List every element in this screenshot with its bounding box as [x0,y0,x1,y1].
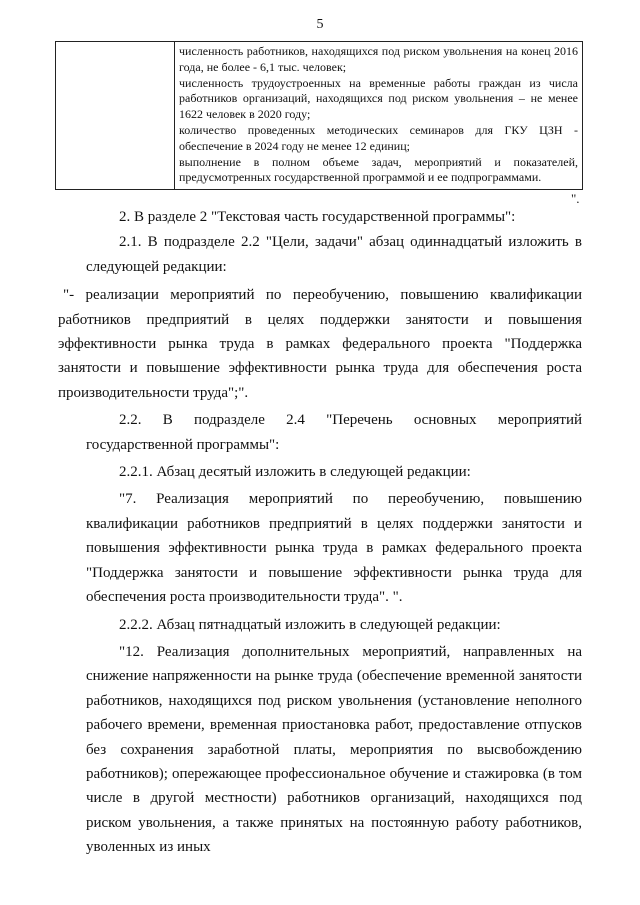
indicator-line: количество проведенных методических семинаров для ГКУ ЦЗН - обеспечение в 2024 году не менее 12 единиц; [179,122,578,153]
paragraph: "12. Реализация дополнительных мероприятий, направленных на снижение напряженности на рынке труда (обеспечение временной занятости работников, находящихся под риском увольнения (установление неполного рабочего времени, временная приостановка работ, предоставление отпусков без сохранения заработной платы, мероприятия по высвобождению работников); опережающее профессиональное обучение и стажировка (в том числе в другой местности) работников организаций, находящихся под риском увольнения, а также принятых на постоянную работу работников, уволенных из иных [86,643,582,856]
closing-quote-mark: ". [571,191,580,206]
paragraph: "- реализации мероприятий по переобучению, повышению квалификации работников предприятий в целях поддержки занятости и повышения эффективности рынка труда в рамках федерального проекта "Поддержка занятости и повышение эффективности рынка труда для обеспечения роста производительности труда";". [58,287,582,401]
paragraph: "7. Реализация мероприятий по переобучению, повышению квалификации работников предприятий в целях поддержки занятости и повышения эффективности рынка труда в рамках федерального проекта "Поддержка занятости и повышение эффективности рынка труда для обеспечения роста производительности труда". ". [86,491,582,606]
document-body [58,205,582,860]
table-row [56,42,583,190]
paragraph: 2.2.2. Абзац пятнадцатый изложить в следующей редакции: [119,616,501,633]
paragraph: 2.2.1. Абзац десятый изложить в следующей редакции: [119,464,471,481]
paragraph: 2. В разделе 2 "Текстовая часть государственной программы": [119,209,516,225]
paragraph: 2.1. В подразделе 2.2 "Цели, задачи" абзац одиннадцатый изложить в следующей редакции: [86,234,582,275]
paragraph: 2.2. В подразделе 2.4 "Перечень основных мероприятий государственной программы": [86,412,582,453]
indicator-line: выполнение в полном объеме задач, мероприятий и показателей, предусмотренных государственной программой и ее подпрограммами. [179,154,578,185]
page-number: 5 [316,17,324,32]
indicators-table [55,41,583,190]
table-cell-indicators [175,42,583,190]
indicator-line: численность трудоустроенных на временные работы граждан из числа работников организаций, находящихся под риском увольнения – не менее 1622 человек в 2020 году; [179,75,578,122]
table-cell-empty [56,42,175,190]
indicator-line: численность работников, находящихся под риском увольнения на конец 2016 года, не более - 6,1 тыс. человек; [179,44,578,74]
